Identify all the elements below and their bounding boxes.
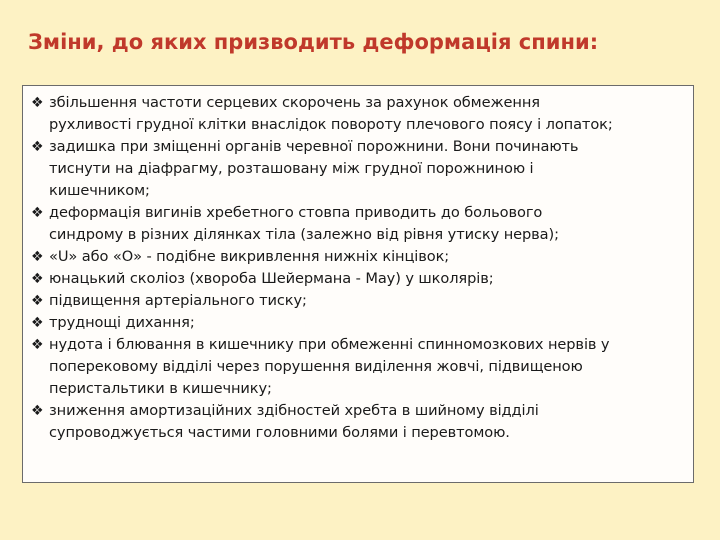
list-item-text-line: «U» або «O» - подібне викривлення нижніх кінцівок; xyxy=(49,248,450,265)
list-item xyxy=(29,334,693,400)
slide-title: Зміни, до яких призводить деформація спини: xyxy=(28,30,599,54)
list-item-text-line: юнацький сколіоз (хвороба Шейермана - Мау) у школярів; xyxy=(49,270,494,287)
diamond-bullet-icon: ❖ xyxy=(31,249,44,265)
diamond-bullet-icon: ❖ xyxy=(31,403,44,419)
list-item-text-line: нудота і блювання в кишечнику при обмеженні спинномозкових нервів у xyxy=(49,336,610,353)
list-item-text-line: тиснути на діафрагму, розташовану між грудної порожниною і xyxy=(49,160,534,177)
list-item-text-line: підвищення артеріального тиску; xyxy=(49,292,307,309)
list-item-text-line: супроводжується частими головними болями і перевтомою. xyxy=(49,424,510,441)
content-box xyxy=(22,85,694,483)
list-item-text-line: синдрому в різних ділянках тіла (залежно від рівня утиску нерва); xyxy=(49,226,559,243)
diamond-bullet-icon: ❖ xyxy=(31,139,44,155)
diamond-bullet-icon: ❖ xyxy=(31,95,44,111)
diamond-bullet-icon: ❖ xyxy=(31,315,44,331)
list-item-text-line: кишечником; xyxy=(49,182,150,199)
list-item-text-line: перистальтики в кишечнику; xyxy=(49,380,272,397)
diamond-bullet-icon: ❖ xyxy=(31,337,44,353)
diamond-bullet-icon: ❖ xyxy=(31,293,44,309)
list-item-text-line: зниження амортизаційних здібностей хребта в шийному відділі xyxy=(49,402,539,419)
list-item xyxy=(29,290,693,312)
list-item-text-line: труднощі дихання; xyxy=(49,314,195,331)
list-item-text-line: задишка при зміщенні органів черевної порожнини. Вони починають xyxy=(49,138,579,155)
diamond-bullet-icon: ❖ xyxy=(31,271,44,287)
list-item xyxy=(29,136,693,202)
list-item xyxy=(29,312,693,334)
bullet-list xyxy=(23,86,693,444)
list-item xyxy=(29,268,693,290)
list-item-text-line: рухливості грудної клітки внаслідок повороту плечового поясу і лопаток; xyxy=(49,116,613,133)
list-item xyxy=(29,246,693,268)
diamond-bullet-icon: ❖ xyxy=(31,205,44,221)
list-item-text-line: поперековому відділі через порушення виділення жовчі, підвищеною xyxy=(49,358,583,375)
list-item-text-line: деформація вигинів хребетного стовпа приводить до больового xyxy=(49,204,543,221)
list-item xyxy=(29,400,693,444)
list-item xyxy=(29,202,693,246)
list-item xyxy=(29,92,693,136)
list-item-text-line: збільшення частоти серцевих скорочень за рахунок обмеження xyxy=(49,94,540,111)
